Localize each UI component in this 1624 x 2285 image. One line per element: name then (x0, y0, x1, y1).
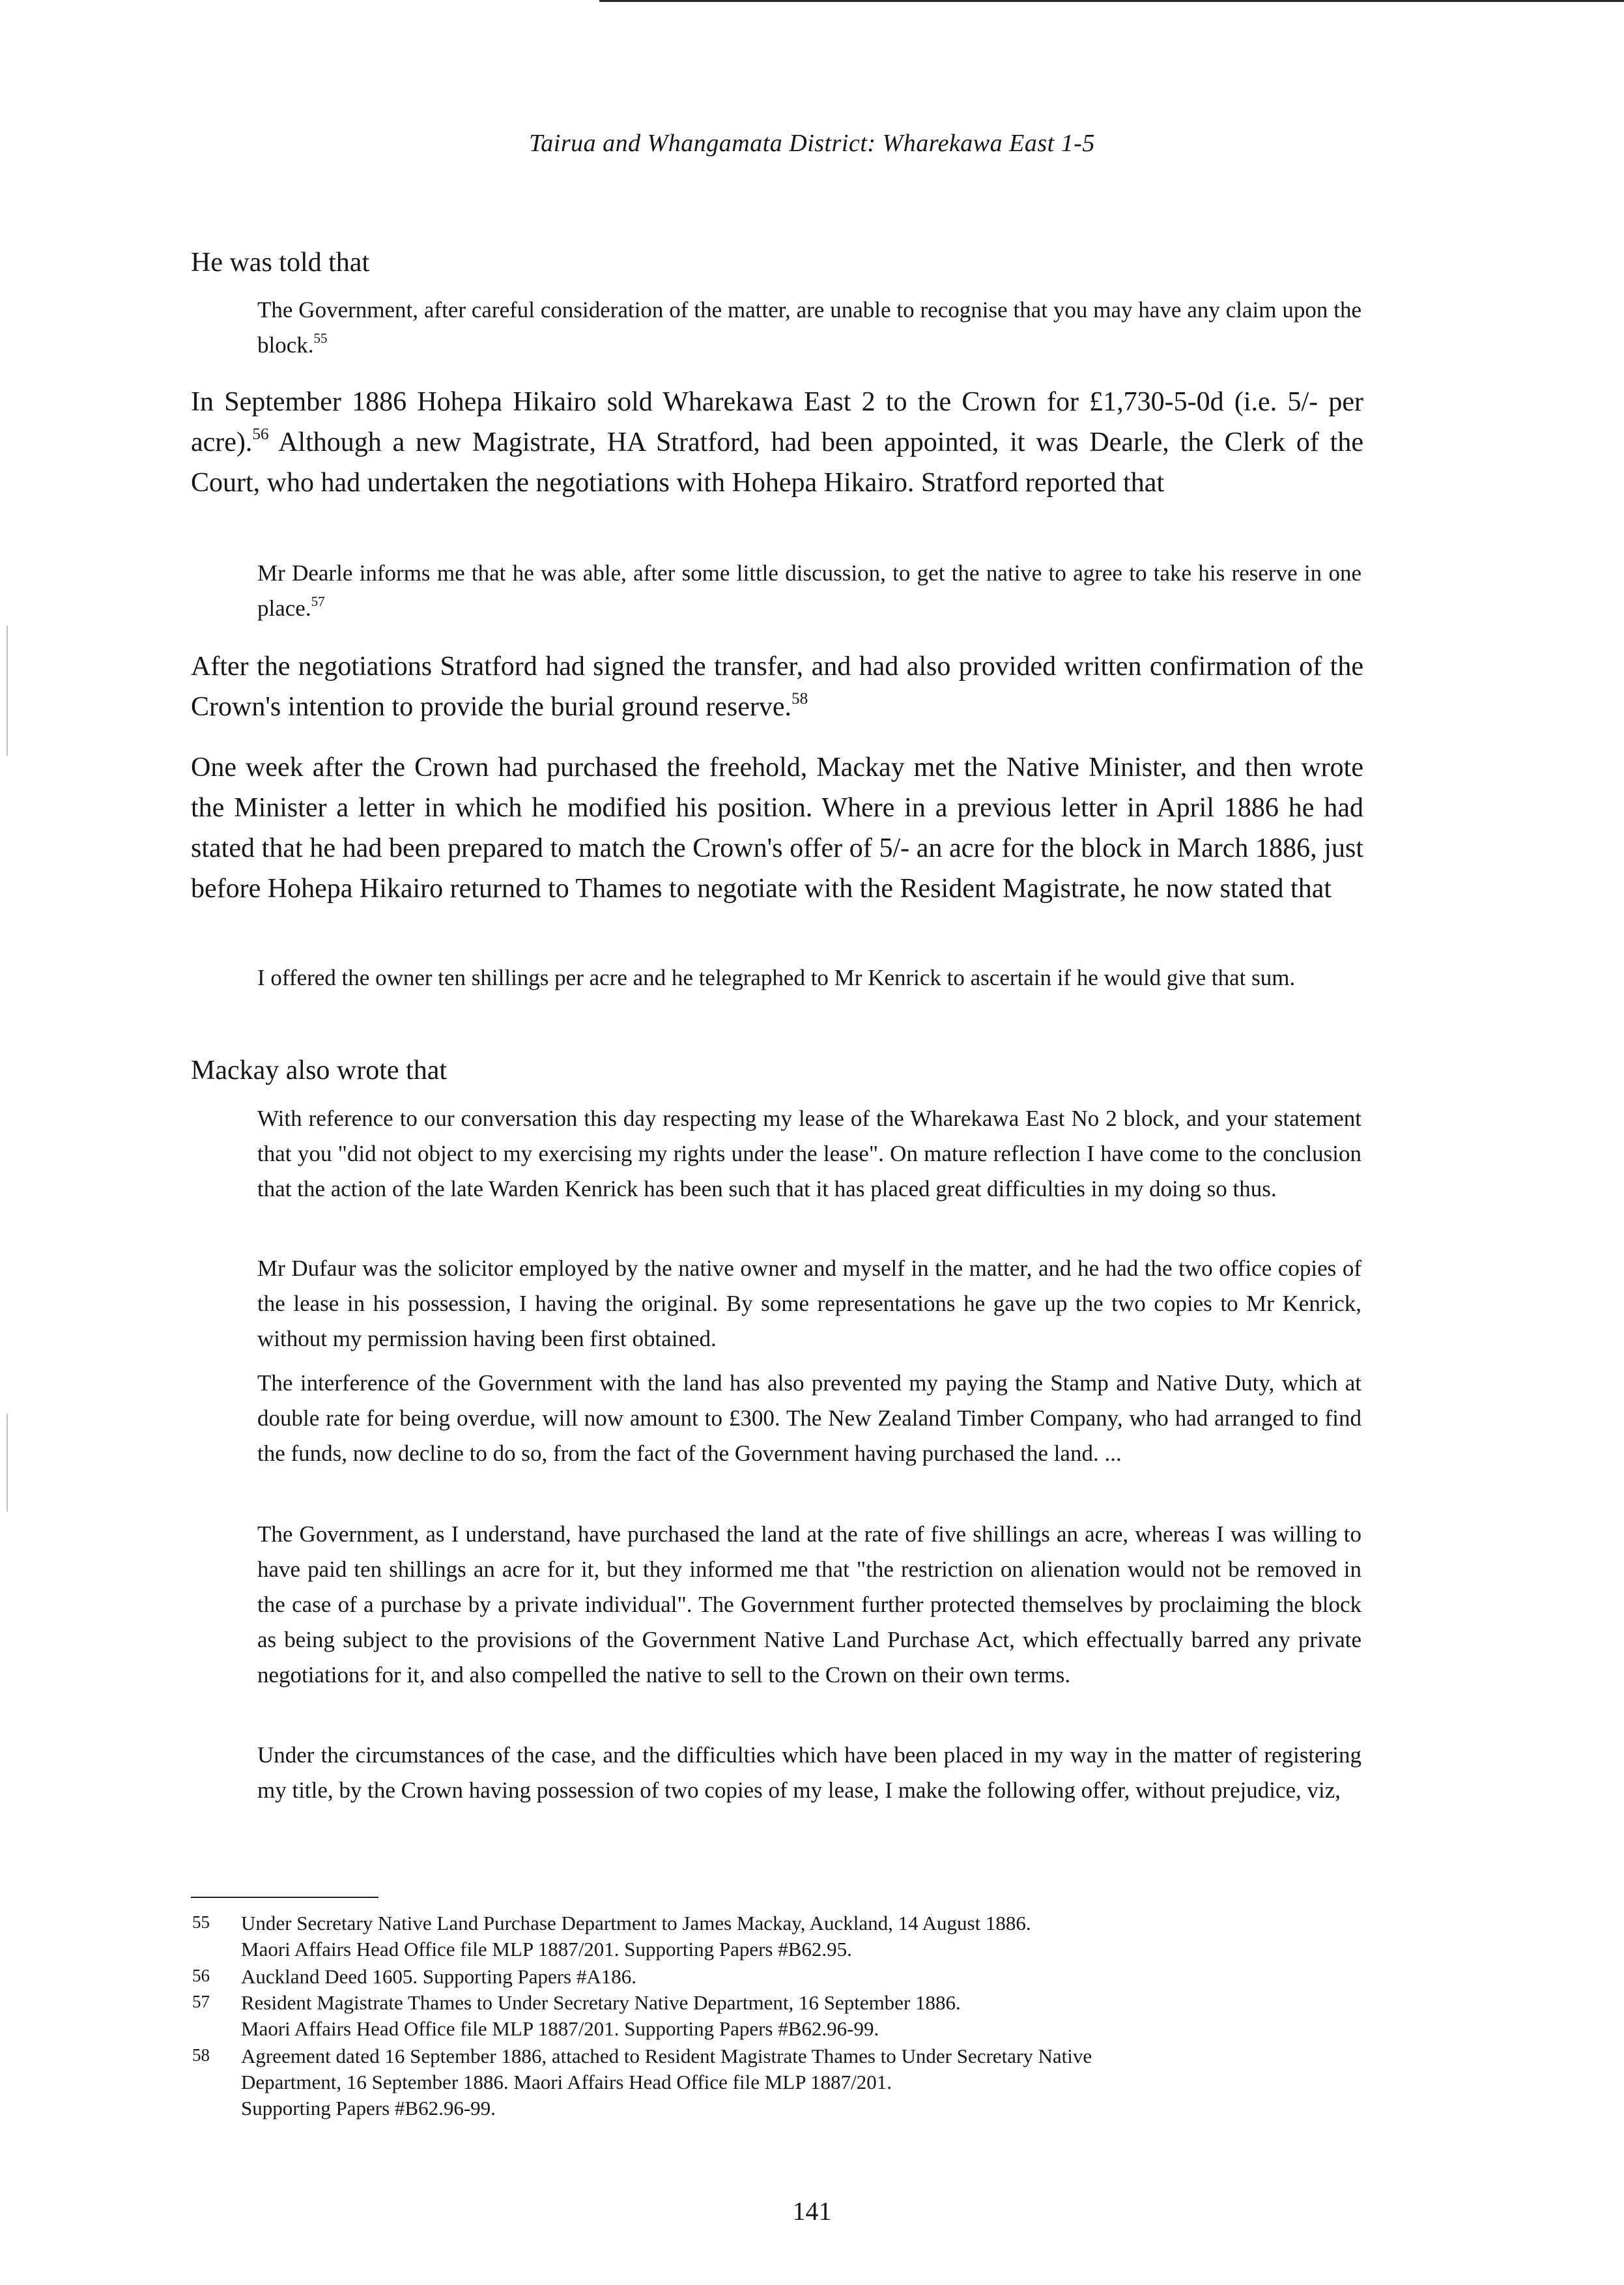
paragraph-1: He was told that (191, 248, 370, 278)
scan-edge-mark (7, 1414, 8, 1512)
block-quote-2-text: Mr Dearle informs me that he was able, after some little discussion, to get the native to agree to take his reserve in one place. (257, 560, 1361, 621)
block-quote-1-text: The Government, after careful consideration of the matter, are unable to recognise that you may have any claim upon the block. (257, 297, 1361, 358)
paragraph-5: Mackay also wrote that (191, 1056, 448, 1085)
footnote-separator (191, 1897, 378, 1898)
block-quote-2 (257, 556, 1361, 626)
scan-edge-mark (7, 625, 8, 756)
block-quote-5: Mr Dufaur was the solicitor employed by the native owner and myself in the matter, and he had the two office copies of the lease in his possession, I having the original. By some representations he gave up the two copies to Mr Kenrick, without my permission having been first obtained. (257, 1256, 1361, 1351)
footnote-number: 55 (192, 1912, 210, 1932)
footnote-text (241, 1990, 1365, 2042)
page-number: 141 (792, 2196, 832, 2226)
paragraph-3-text: After the negotiations Stratford had signed the transfer, and had also provided written confirmation of the Crown's intention to provide the burial ground reserve. (191, 652, 1363, 722)
footnote-number: 56 (192, 1966, 210, 1985)
paragraph-4: One week after the Crown had purchased the freehold, Mackay met the Native Minister, and then wrote the Minister a letter in which he modified his position. Where in a previous letter in April 1886 he had stated that he had been prepared to match the Crown's offer of 5/- an acre for the block in March 1886, just before Hohepa Hikairo returned to Thames to negotiate with the Resident Magistrate, he now stated that (191, 753, 1363, 904)
block-quote-6: The interference of the Government with the land has also prevented my paying the Stamp and Native Duty, which at double rate for being overdue, will now amount to £300. The New Zealand Timber Company, who had arranged to find the funds, now decline to do so, from the fact of the Government having purchased the land. ... (257, 1370, 1361, 1466)
footnote-line: Resident Magistrate Thames to Under Secretary Native Department, 16 September 1886. (241, 1991, 961, 2014)
paragraph-2-part-a: In September 1886 Hohepa Hikairo sold Wharekawa East 2 to the Crown for £1,730-5-0d (i.e. 5/- per acre). (191, 387, 1363, 457)
footnote-56 (192, 1964, 1365, 1990)
footnote-58 (192, 2043, 1365, 2121)
footnote-line: Under Secretary Native Land Purchase Department to James Mackay, Auckland, 14 August 1886. (241, 1912, 1031, 1934)
footnote-line: Auckland Deed 1605. Supporting Papers #A186. (241, 1965, 636, 1988)
footnote-55 (192, 1910, 1365, 1962)
footnote-ref-57: 57 (311, 594, 325, 610)
running-header: Tairua and Whangamata District: Wharekawa East 1-5 (529, 130, 1095, 157)
paragraph-2-part-b: Although a new Magistrate, HA Stratford, had been appointed, it was Dearle, the Clerk of the Court, who had undertaken the negotiations with Hohepa Hikairo. Stratford reported that (191, 427, 1363, 498)
top-border-rule (599, 0, 1624, 2)
block-quote-8: Under the circumstances of the case, and the difficulties which have been placed in my way in the matter of registering my title, by the Crown having possession of two copies of my lease, I make the following offer, without prejudice, viz, (257, 1742, 1361, 1803)
footnote-number: 57 (192, 1992, 210, 2011)
block-quote-1 (257, 293, 1361, 363)
footnote-ref-55: 55 (313, 330, 328, 347)
footnote-ref-58: 58 (791, 690, 808, 708)
block-quote-4: With reference to our conversation this day respecting my lease of the Wharekawa East No 2 block, and your statement that you "did not object to my exercising my rights under the lease". On mature reflection I have come to the conclusion that the action of the late Warden Kenrick has been such that it has placed great difficulties in my doing so thus. (257, 1106, 1361, 1201)
footnote-number: 58 (192, 2045, 210, 2065)
footnote-line: Maori Affairs Head Office file MLP 1887/201. Supporting Papers #B62.95. (241, 1938, 852, 1961)
footnote-line: Supporting Papers #B62.96-99. (241, 2097, 496, 2120)
footnote-line: Maori Affairs Head Office file MLP 1887/201. Supporting Papers #B62.96-99. (241, 2017, 879, 2040)
paragraph-3 (191, 646, 1363, 727)
footnote-ref-56: 56 (252, 425, 269, 444)
footnote-line: Agreement dated 16 September 1886, attached to Resident Magistrate Thames to Under Secretary Native (241, 2045, 1092, 2067)
footnote-line: Department, 16 September 1886. Maori Affairs Head Office file MLP 1887/201. (241, 2071, 892, 2093)
block-quote-3: I offered the owner ten shillings per acre and he telegraphed to Mr Kenrick to ascertain if he would give that sum. (257, 965, 1296, 990)
block-quote-7: The Government, as I understand, have purchased the land at the rate of five shillings an acre, whereas I was willing to have paid ten shillings an acre for it, but they informed me that "the restriction on alienation would not be removed in the case of a purchase by a private individual". The Government further protected themselves by proclaiming the block as being subject to the provisions of the Government Native Land Purchase Act, which effectually barred any private negotiations for it, and also compelled the native to sell to the Crown on their own terms. (257, 1521, 1361, 1688)
paragraph-2 (191, 382, 1363, 503)
footnote-text (241, 2043, 1365, 2121)
footnote-text (241, 1964, 1365, 1990)
footnote-text (241, 1910, 1365, 1962)
footnote-57 (192, 1990, 1365, 2042)
